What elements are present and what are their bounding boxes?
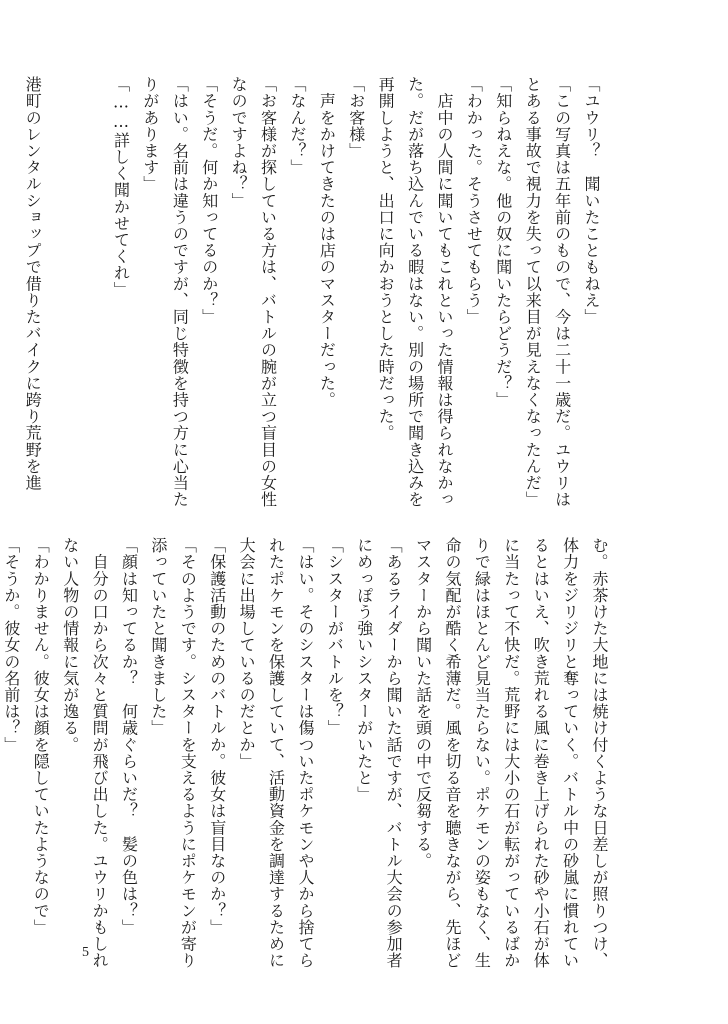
text-line: 自分の口から次々と質問が飛び出した。ユウリかもしれ: [90, 537, 110, 969]
text-line: りがあります」: [140, 76, 160, 193]
text-line: 添っていたと聞きました」: [148, 537, 168, 737]
text-line: 命の気配が酷く希薄だ。風を切る音を聴きながら、先ほど: [442, 537, 462, 969]
text-line: れたポケモンを保護していて、活動資金を調達するために: [266, 537, 286, 969]
text-line: 「わかりません。彼女は顔を隠していたようなので」: [31, 537, 51, 936]
text-line: 「そのようです。シスターを支えるようにポケモンが寄り: [178, 537, 198, 969]
text-line: 「顔は知ってるか？ 何歳ぐらいだ？ 髪の色は？」: [119, 537, 139, 936]
text-line: 「あるライダーから聞いた話ですが、バトル大会の参加者: [384, 537, 404, 969]
text-line: マスターから聞いた話を頭の中で反芻する。: [413, 537, 433, 869]
text-line: に当たって不快だ。荒野には大小の石が転がっているばか: [501, 537, 521, 969]
text-line: 「そうだ。何か知ってるのか？」: [199, 76, 219, 325]
text-line: 「……詳しく聞かせてくれ」: [111, 76, 131, 298]
text-block-bottom: [0, 537, 614, 969]
text-line: にめっぽう強いシスターがいたと」: [354, 537, 374, 803]
text-line: 「知らねえな。他の奴に聞いたらどうだ？」: [493, 76, 513, 408]
text-line: るとはいえ、吹き荒れる風に巻き上げられた砂や小石が体: [531, 537, 551, 969]
text-line: 「お客様」: [346, 76, 366, 159]
text-line: 声をかけてきたのは店のマスターだった。: [317, 76, 337, 408]
text-line: とある事故で視力を失って以来目が見えなくなったんだ」: [523, 76, 543, 508]
blank-line: [77, 76, 106, 496]
text-line: 「はい。そのシスターは傷ついたポケモンや人から捨てら: [295, 537, 315, 969]
text-line: りで緑はほとんど見当たらない。ポケモンの姿もなく、生: [472, 537, 492, 969]
text-line: 「そうか。彼女の名前は？」: [1, 537, 21, 753]
text-line: 「ユウリ？ 聞いたこともねえ」: [582, 76, 601, 325]
text-line: 「なんだ？」: [287, 76, 307, 176]
text-line: 「わかった。そうさせてもらう」: [464, 76, 484, 325]
text-line: 体力をジリジリと奪っていく。バトル中の砂嵐に慣れてい: [560, 537, 580, 969]
text-line: なのですよね？」: [229, 76, 249, 209]
text-line: 再開しようと、出口に向かおうとした時だった。: [376, 76, 396, 442]
text-line: 「この写真は五年前のもので、今は二十一歳だ。ユウリは: [552, 76, 572, 508]
text-line: 「はい。名前は違うのですが、同じ特徴を持つ方に心当た: [170, 76, 190, 508]
text-line: 「保護活動のためのバトルか。彼女は盲目なのか？」: [207, 537, 227, 936]
text-line: む。赤茶けた大地には焼け付くような日差しが照りつけ、: [590, 537, 609, 969]
page-number: 5: [82, 945, 89, 960]
text-line: 「お客様が探している方は、バトルの腕が立つ盲目の女性: [258, 76, 278, 508]
text-line: 「シスターがバトルを？」: [325, 537, 345, 737]
text-line: 大会に出場しているのだとか」: [237, 537, 257, 770]
blank-line: [47, 76, 76, 496]
text-line: ない人物の情報に気が逸る。: [60, 537, 80, 753]
text-line: た。だが落ち込んでいる暇はない。別の場所で聞き込みを: [405, 76, 425, 508]
text-line: 店中の人間に聞いてもこれといった情報は得られなかっ: [434, 76, 454, 508]
text-line: 港町のレンタルショップで借りたバイクに跨り荒野を進: [23, 76, 43, 491]
text-block-top: [18, 76, 606, 508]
